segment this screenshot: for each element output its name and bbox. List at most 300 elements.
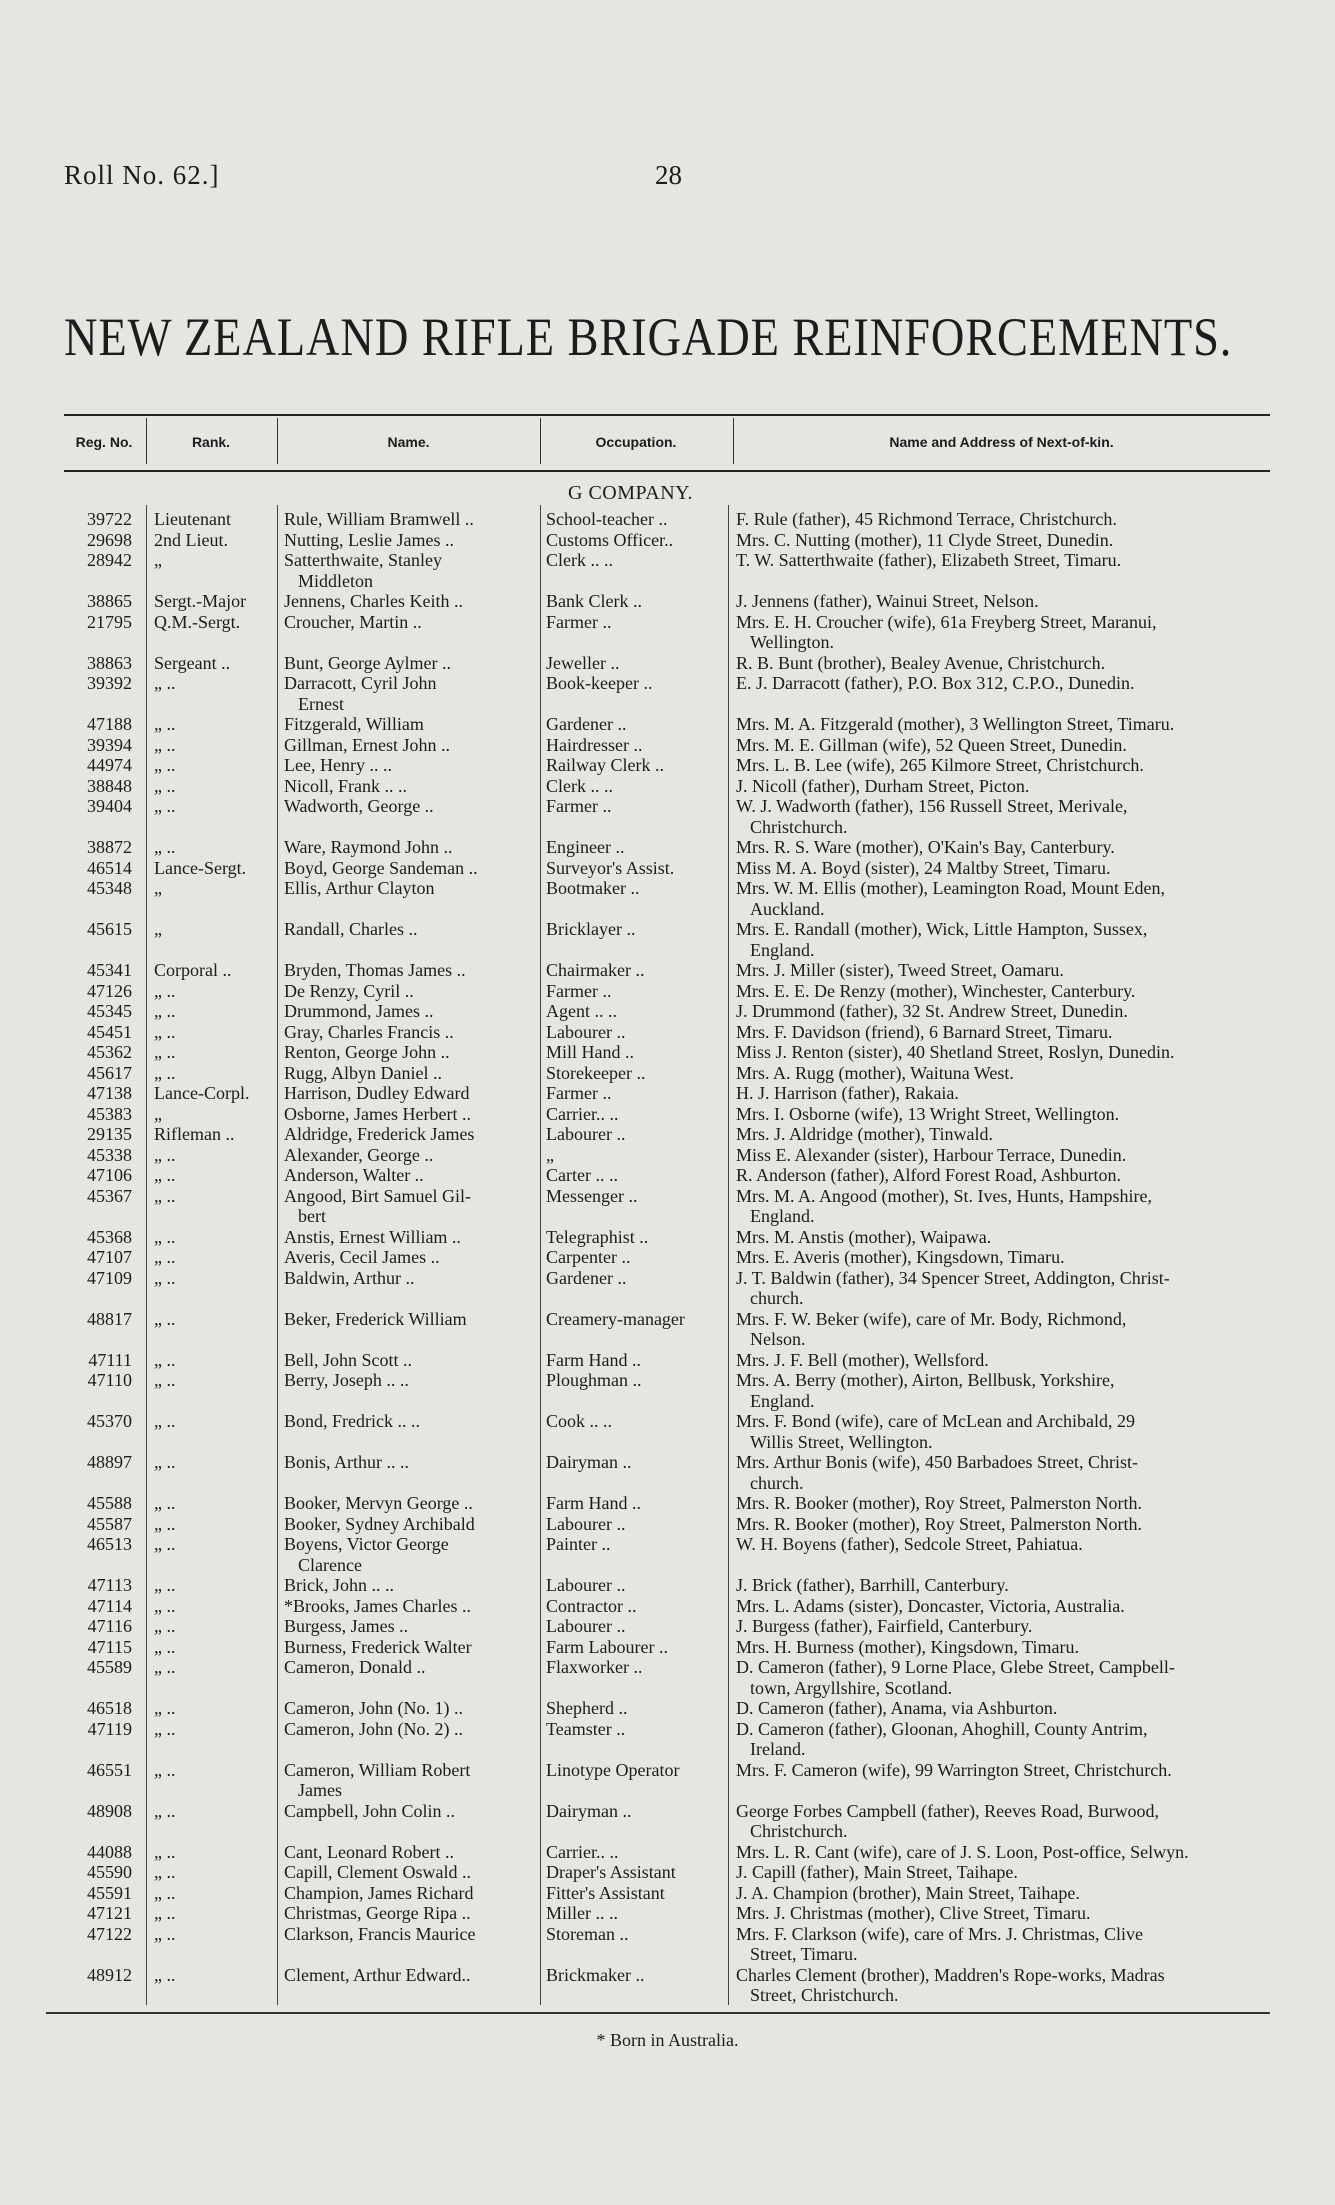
reg-number-text: 47122 — [87, 1923, 132, 1944]
next-of-kin-cell — [736, 796, 1335, 837]
rank-text: „ .. — [154, 837, 176, 857]
reg-number-text: 45368 — [87, 1226, 132, 1247]
kin-continuation: Christchurch. — [750, 1821, 848, 1841]
reg-number-cell — [64, 960, 132, 981]
reg-number-text: 44974 — [87, 755, 132, 775]
name-text: Ellis, Arthur Clayton — [284, 878, 435, 898]
name-text: *Brooks, James Charles .. — [284, 1595, 471, 1616]
table-row — [64, 550, 1274, 591]
table-row — [64, 878, 1274, 919]
name-text: Capill, Clement Oswald .. — [284, 1862, 471, 1882]
reg-number-cell — [64, 735, 132, 756]
reg-number-text: 47113 — [87, 1575, 132, 1595]
table-row — [64, 1145, 1274, 1166]
rank-text: „ .. — [154, 1903, 176, 1923]
table-row — [64, 1411, 1274, 1452]
name-text: Boyens, Victor George — [284, 1534, 449, 1554]
rank-text: „ .. — [154, 1247, 176, 1267]
next-of-kin-text: Charles Clement (brother), Maddren's Rope-works, Madras — [736, 1964, 1165, 1985]
rank-text: „ .. — [154, 1308, 176, 1329]
kin-continuation: church. — [750, 1472, 804, 1493]
reg-number-cell — [64, 1186, 132, 1207]
rank-text: „ .. — [154, 1657, 176, 1677]
next-of-kin-text: Mrs. F. Clarkson (wife), care of Mrs. J. Christmas, Clive — [736, 1923, 1144, 1944]
reg-number-text: 46518 — [87, 1698, 132, 1718]
table-row — [64, 591, 1274, 612]
rank-text: „ — [154, 878, 162, 898]
occupation-text: Mill Hand .. — [546, 1042, 634, 1062]
table-row — [64, 1001, 1274, 1022]
next-of-kin-cell — [736, 1350, 1335, 1371]
reg-number-text: 39394 — [87, 734, 132, 755]
table-row — [64, 755, 1274, 776]
reg-number-text: 46551 — [87, 1759, 132, 1780]
next-of-kin-text: Mrs. R. Booker (mother), Roy Street, Palmerston North. — [736, 1513, 1142, 1534]
kin-continuation: Nelson. — [750, 1329, 806, 1349]
occupation-text: Farm Hand .. — [546, 1493, 641, 1513]
table-row — [64, 1186, 1274, 1227]
occupation-text: Surveyor's Assist. — [546, 857, 675, 878]
name-text: Bryden, Thomas James .. — [284, 960, 466, 980]
name-text: Fitzgerald, William — [284, 714, 424, 734]
footnote: * Born in Australia. — [596, 2030, 739, 2050]
reg-number-text: 28942 — [87, 550, 132, 570]
next-of-kin-cell — [736, 1124, 1335, 1145]
next-of-kin-text: Mrs. A. Rugg (mother), Waituna West. — [736, 1062, 1014, 1083]
name-text: Anstis, Ernest William .. — [284, 1226, 461, 1247]
table-row — [64, 1657, 1274, 1698]
reg-number-text: 45589 — [87, 1657, 132, 1677]
occupation-text: Gardener .. — [546, 1267, 627, 1288]
next-of-kin-text: H. J. Harrison (father), Rakaia. — [736, 1083, 959, 1103]
rank-text: „ .. — [154, 1862, 176, 1882]
bottom-rule — [46, 2012, 1270, 2014]
table-row — [64, 1842, 1274, 1863]
reg-number-text: 47116 — [87, 1616, 132, 1636]
table-row — [64, 1596, 1274, 1617]
next-of-kin-cell — [736, 1370, 1335, 1411]
next-of-kin-text: Mrs. E. H. Croucher (wife), 61a Freyberg Street, Maranui, — [736, 611, 1157, 632]
table-row — [64, 1575, 1274, 1596]
table-row — [64, 714, 1274, 735]
occupation-text: Farmer .. — [546, 980, 612, 1001]
reg-number-text: 47106 — [87, 1165, 132, 1185]
name-text: Cameron, William Robert — [284, 1759, 471, 1780]
rank-text: 2nd Lieut. — [154, 529, 228, 550]
occupation-text: Farm Labourer .. — [546, 1636, 668, 1657]
occupation-text: Storekeeper .. — [546, 1062, 646, 1083]
name-text: Alexander, George .. — [284, 1144, 434, 1165]
reg-number-text: 45362 — [87, 1042, 132, 1062]
name-text: Renton, George John .. — [284, 1042, 450, 1062]
kin-continuation: Auckland. — [750, 898, 825, 919]
occupation-text: Contractor .. — [546, 1595, 637, 1616]
table-row — [64, 1616, 1274, 1637]
next-of-kin-cell — [736, 919, 1335, 960]
table-row — [64, 1862, 1274, 1883]
next-of-kin-cell — [736, 1657, 1335, 1698]
next-of-kin-text: Mrs. H. Burness (mother), Kingsdown, Timaru. — [736, 1636, 1080, 1657]
name-text: Osborne, James Herbert .. — [284, 1103, 471, 1124]
kin-continuation: Willis Street, Wellington. — [750, 1431, 933, 1452]
reg-number-text: 29135 — [87, 1124, 132, 1144]
next-of-kin-text: R. B. Bunt (brother), Bealey Avenue, Christchurch. — [736, 652, 1106, 673]
reg-number-cell — [64, 1514, 132, 1535]
name-text: Beker, Frederick William — [284, 1308, 467, 1329]
reg-number-cell — [64, 1145, 132, 1166]
next-of-kin-cell — [736, 755, 1335, 776]
occupation-text: Clerk .. .. — [546, 775, 613, 796]
next-of-kin-text: Mrs. F. W. Beker (wife), care of Mr. Body, Richmond, — [736, 1308, 1127, 1329]
rank-text: „ .. — [154, 1001, 176, 1021]
rank-text: „ .. — [154, 1370, 176, 1390]
name-text: Champion, James Richard — [284, 1882, 474, 1903]
kin-continuation: England. — [750, 939, 815, 960]
name-continuation: Middleton — [298, 570, 373, 591]
next-of-kin-cell — [736, 612, 1335, 653]
next-of-kin-cell — [736, 1842, 1335, 1863]
reg-number-text: 47111 — [88, 1349, 132, 1370]
reg-number-cell — [64, 1124, 132, 1145]
name-text: Croucher, Martin .. — [284, 611, 422, 632]
reg-number-text: 47110 — [87, 1370, 132, 1390]
name-text: Gillman, Ernest John .. — [284, 734, 450, 755]
next-of-kin-text: George Forbes Campbell (father), Reeves Road, Burwood, — [736, 1800, 1160, 1821]
name-text: Lee, Henry .. .. — [284, 755, 392, 775]
page-title: NEW ZEALAND RIFLE BRIGADE REINFORCEMENTS. — [64, 307, 1233, 367]
next-of-kin-text: Mrs. R. Booker (mother), Roy Street, Palmerston North. — [736, 1493, 1142, 1513]
reg-number-text: 45383 — [87, 1103, 132, 1124]
next-of-kin-cell — [736, 1575, 1335, 1596]
reg-number-cell — [64, 1698, 132, 1719]
reg-number-cell — [64, 1862, 132, 1883]
reg-number-cell — [64, 509, 132, 530]
page-number: 28 — [655, 160, 682, 190]
occupation-text: Creamery-manager — [546, 1308, 685, 1329]
occupation-text: Shepherd .. — [546, 1698, 628, 1718]
next-of-kin-text: Mrs. F. Cameron (wife), 99 Warrington Street, Christchurch. — [736, 1759, 1172, 1780]
name-text: Bell, John Scott .. — [284, 1349, 413, 1370]
next-of-kin-text: Mrs. M. A. Angood (mother), St. Ives, Hunts, Hampshire, — [736, 1185, 1152, 1206]
occupation-text: Teamster .. — [546, 1718, 626, 1739]
rank-text: „ .. — [154, 980, 176, 1001]
name-text: Wadworth, George .. — [284, 796, 434, 816]
reg-number-text: 45367 — [87, 1185, 132, 1206]
reg-number-cell — [64, 1534, 132, 1555]
next-of-kin-text: D. Cameron (father), 9 Lorne Place, Glebe Street, Campbell- — [736, 1657, 1175, 1677]
next-of-kin-text: R. Anderson (father), Alford Forest Road, Ashburton. — [736, 1165, 1121, 1185]
reg-number-cell — [64, 550, 132, 571]
table-row — [64, 673, 1274, 714]
reg-number-cell — [64, 776, 132, 797]
rank-text: „ .. — [154, 1165, 176, 1185]
reg-number-cell — [64, 796, 132, 817]
name-text: Clement, Arthur Edward.. — [284, 1964, 471, 1985]
reg-number-cell — [64, 837, 132, 858]
next-of-kin-cell — [736, 1001, 1335, 1022]
next-of-kin-text: W. H. Boyens (father), Sedcole Street, Pahiatua. — [736, 1534, 1083, 1554]
kin-continuation: Street, Christchurch. — [750, 1985, 899, 2005]
rank-text: „ .. — [154, 1452, 176, 1472]
rank-text: „ .. — [154, 1698, 176, 1718]
reg-number-cell — [64, 530, 132, 551]
reg-number-text: 48908 — [87, 1800, 132, 1821]
name-text: Burness, Frederick Walter — [284, 1636, 472, 1657]
occupation-text: Farmer .. — [546, 796, 612, 816]
rank-text: „ .. — [154, 1042, 176, 1062]
occupation-text: Telegraphist .. — [546, 1226, 649, 1247]
next-of-kin-text: D. Cameron (father), Anama, via Ashburton. — [736, 1698, 1058, 1718]
table-row — [64, 1022, 1274, 1043]
table-row — [64, 837, 1274, 858]
next-of-kin-cell — [736, 1247, 1335, 1268]
reg-number-cell — [64, 1801, 132, 1822]
reg-number-text: 45588 — [87, 1493, 132, 1513]
rank-text: „ .. — [154, 673, 176, 693]
reg-number-text: 47107 — [87, 1247, 132, 1267]
kin-continuation: Ireland. — [750, 1739, 806, 1759]
next-of-kin-text: Mrs. Arthur Bonis (wife), 450 Barbadoes Street, Christ- — [736, 1452, 1138, 1472]
occupation-text: Brickmaker .. — [546, 1964, 645, 1985]
occupation-text: Farmer .. — [546, 611, 612, 632]
reg-number-cell — [64, 1883, 132, 1904]
reg-number-text: 45590 — [87, 1862, 132, 1882]
next-of-kin-cell — [736, 1698, 1335, 1719]
table-row — [64, 735, 1274, 756]
next-of-kin-text: Mrs. J. Christmas (mother), Clive Street, Timaru. — [736, 1903, 1091, 1923]
kin-continuation: England. — [750, 1206, 815, 1226]
reg-number-cell — [64, 1042, 132, 1063]
next-of-kin-cell — [736, 1165, 1335, 1186]
next-of-kin-text: Mrs. R. S. Ware (mother), O'Kain's Bay, Canterbury. — [736, 837, 1115, 857]
table-row — [64, 1698, 1274, 1719]
reg-number-cell — [64, 714, 132, 735]
reg-number-text: 47138 — [87, 1083, 132, 1103]
name-text: Drummond, James .. — [284, 1001, 434, 1021]
next-of-kin-cell — [736, 1063, 1335, 1084]
next-of-kin-cell — [736, 1596, 1335, 1617]
table-row — [64, 1452, 1274, 1493]
next-of-kin-text: Miss J. Renton (sister), 40 Shetland Street, Roslyn, Dunedin. — [736, 1042, 1175, 1062]
next-of-kin-cell — [736, 1862, 1335, 1883]
table-row — [64, 919, 1274, 960]
reg-number-text: 38865 — [87, 591, 132, 611]
next-of-kin-text: Mrs. I. Osborne (wife), 13 Wright Street, Wellington. — [736, 1103, 1120, 1124]
col-header-rank: Rank. — [191, 434, 231, 450]
rank-text: „ .. — [154, 1636, 176, 1657]
table-row — [64, 1760, 1274, 1801]
next-of-kin-text: T. W. Satterthwaite (father), Elizabeth Street, Timaru. — [736, 550, 1122, 570]
next-of-kin-text: Mrs. F. Davidson (friend), 6 Barnard Street, Timaru. — [736, 1021, 1113, 1042]
name-text: Satterthwaite, Stanley — [284, 550, 442, 570]
next-of-kin-cell — [736, 1965, 1335, 2006]
next-of-kin-cell — [736, 591, 1335, 612]
next-of-kin-text: Miss E. Alexander (sister), Harbour Terrace, Dunedin. — [736, 1144, 1127, 1165]
rank-text: „ .. — [154, 775, 176, 796]
next-of-kin-text: Mrs. A. Berry (mother), Airton, Bellbusk, Yorkshire, — [736, 1370, 1115, 1390]
reg-number-cell — [64, 1083, 132, 1104]
next-of-kin-cell — [736, 1411, 1335, 1452]
kin-continuation: Christchurch. — [750, 816, 848, 837]
next-of-kin-cell — [736, 1493, 1335, 1514]
next-of-kin-cell — [736, 1534, 1335, 1555]
next-of-kin-text: J. Jennens (father), Wainui Street, Nelson. — [736, 591, 1039, 611]
reg-number-cell — [64, 591, 132, 612]
name-text: Ware, Raymond John .. — [284, 837, 453, 857]
name-continuation: Ernest — [298, 693, 344, 714]
table-row — [64, 612, 1274, 653]
reg-number-text: 45338 — [87, 1144, 132, 1165]
reg-number-cell — [64, 1370, 132, 1391]
next-of-kin-cell — [736, 1309, 1335, 1350]
table-row — [64, 1801, 1274, 1842]
next-of-kin-cell — [736, 673, 1335, 694]
name-text: Clarkson, Francis Maurice — [284, 1923, 476, 1944]
next-of-kin-cell — [736, 1760, 1335, 1781]
next-of-kin-cell — [736, 1042, 1335, 1063]
name-text: Booker, Mervyn George .. — [284, 1493, 473, 1513]
rank-text: „ .. — [154, 1267, 176, 1288]
occupation-text: Labourer .. — [546, 1513, 626, 1534]
rank-text: Rifleman .. — [154, 1124, 235, 1144]
reg-number-cell — [64, 1965, 132, 1986]
reg-number-text: 45615 — [87, 919, 132, 939]
name-text: Bonis, Arthur .. .. — [284, 1452, 410, 1472]
rank-text: „ .. — [154, 1575, 176, 1595]
name-text: De Renzy, Cyril .. — [284, 980, 414, 1001]
next-of-kin-cell — [736, 1227, 1335, 1248]
next-of-kin-cell — [736, 735, 1335, 756]
reg-number-text: 39404 — [87, 796, 132, 816]
occupation-text: Farmer .. — [546, 1083, 612, 1103]
next-of-kin-text: Mrs. F. Bond (wife), care of McLean and Archibald, 29 — [736, 1411, 1135, 1431]
kin-continuation: England. — [750, 1390, 815, 1411]
name-text: Anderson, Walter .. — [284, 1165, 424, 1185]
rank-text: „ .. — [154, 1062, 176, 1083]
name-text: Berry, Joseph .. .. — [284, 1370, 409, 1390]
occupation-text: School-teacher .. — [546, 509, 668, 529]
reg-number-cell — [64, 981, 132, 1002]
reg-number-cell — [64, 1022, 132, 1043]
name-text: Boyd, George Sandeman .. — [284, 857, 478, 878]
reg-number-cell — [64, 1350, 132, 1371]
reg-number-text: 39722 — [87, 509, 132, 529]
rank-text: Lance-Sergt. — [154, 857, 247, 878]
reg-number-cell — [64, 1637, 132, 1658]
table-header — [64, 414, 1270, 472]
reg-number-text: 45617 — [87, 1062, 132, 1083]
reg-number-cell — [64, 858, 132, 879]
rank-text: „ .. — [154, 1349, 176, 1370]
next-of-kin-text: J. A. Champion (brother), Main Street, Taihape. — [736, 1882, 1080, 1903]
rank-text: „ .. — [154, 714, 176, 734]
next-of-kin-cell — [736, 1145, 1335, 1166]
reg-number-cell — [64, 1452, 132, 1473]
occupation-text: Labourer .. — [546, 1124, 626, 1144]
table-row — [64, 960, 1274, 981]
name-continuation: bert — [298, 1206, 326, 1226]
table-row — [64, 796, 1274, 837]
rank-text: „ .. — [154, 1800, 176, 1821]
next-of-kin-text: Mrs. M. A. Fitzgerald (mother), 3 Wellington Street, Timaru. — [736, 714, 1175, 734]
reg-number-text: 47109 — [87, 1267, 132, 1288]
next-of-kin-text: Mrs. E. Randall (mother), Wick, Little Hampton, Sussex, — [736, 919, 1148, 939]
occupation-text: Draper's Assistant — [546, 1862, 676, 1882]
rank-text: „ .. — [154, 734, 176, 755]
reg-number-text: 46513 — [87, 1534, 132, 1554]
reg-number-cell — [64, 1842, 132, 1863]
table-row — [64, 981, 1274, 1002]
next-of-kin-cell — [736, 837, 1335, 858]
reg-number-text: 45348 — [87, 878, 132, 898]
name-text: Campbell, John Colin .. — [284, 1800, 455, 1821]
next-of-kin-text: Mrs. C. Nutting (mother), 11 Clyde Street, Dunedin. — [736, 529, 1114, 550]
next-of-kin-text: J. Brick (father), Barrhill, Canterbury. — [736, 1575, 1009, 1595]
reg-number-text: 45370 — [87, 1411, 132, 1431]
kin-continuation: church. — [750, 1288, 804, 1308]
reg-number-text: 47126 — [87, 980, 132, 1001]
next-of-kin-text: W. J. Wadworth (father), 156 Russell Street, Merivale, — [736, 796, 1128, 816]
reg-number-cell — [64, 1760, 132, 1781]
next-of-kin-cell — [736, 1186, 1335, 1227]
table-row — [64, 1637, 1274, 1658]
running-head: Roll No. 62.] — [64, 160, 220, 190]
occupation-text: Dairyman .. — [546, 1800, 632, 1821]
col-header-kin: Name and Address of Next-of-kin. — [889, 434, 1114, 450]
rank-text: „ — [154, 919, 162, 939]
next-of-kin-text: Mrs. M. Anstis (mother), Waipawa. — [736, 1226, 992, 1247]
occupation-text: Flaxworker .. — [546, 1657, 643, 1677]
next-of-kin-text: Mrs. J. Miller (sister), Tweed Street, Oamaru. — [736, 960, 1064, 980]
reg-number-cell — [64, 755, 132, 776]
next-of-kin-cell — [736, 1903, 1335, 1924]
occupation-text: Messenger .. — [546, 1185, 638, 1206]
occupation-text: Cook .. .. — [546, 1411, 613, 1431]
reg-number-text: 38872 — [87, 837, 132, 857]
name-text: Aldridge, Frederick James — [284, 1124, 475, 1144]
occupation-text: Bank Clerk .. — [546, 591, 642, 611]
name-text: Nicoll, Frank .. .. — [284, 775, 407, 796]
name-text: Cant, Leonard Robert .. — [284, 1841, 454, 1862]
table-row — [64, 1247, 1274, 1268]
reg-number-text: 47119 — [87, 1718, 132, 1739]
next-of-kin-cell — [736, 858, 1335, 879]
reg-number-cell — [64, 653, 132, 674]
name-text: Baldwin, Arthur .. — [284, 1267, 415, 1288]
rank-text: „ .. — [154, 1534, 176, 1554]
occupation-text: Farm Hand .. — [546, 1349, 641, 1370]
occupation-text: Bricklayer .. — [546, 919, 636, 939]
next-of-kin-cell — [736, 1022, 1335, 1043]
rank-text: „ .. — [154, 1226, 176, 1247]
reg-number-text: 47115 — [87, 1636, 132, 1657]
reg-number-text: 38848 — [87, 775, 132, 796]
occupation-text: Carter .. .. — [546, 1165, 618, 1185]
next-of-kin-cell — [736, 550, 1335, 571]
next-of-kin-cell — [736, 878, 1335, 919]
table-row — [64, 1924, 1274, 1965]
reg-number-text: 46514 — [87, 857, 132, 878]
table-row — [64, 1965, 1274, 2006]
reg-number-cell — [64, 1268, 132, 1289]
reg-number-cell — [64, 1001, 132, 1022]
reg-number-cell — [64, 1596, 132, 1617]
rank-text: „ .. — [154, 1595, 176, 1616]
occupation-text: Agent .. .. — [546, 1001, 617, 1021]
next-of-kin-text: Mrs. J. F. Bell (mother), Wellsford. — [736, 1349, 989, 1370]
table-row — [64, 1042, 1274, 1063]
reg-number-cell — [64, 612, 132, 633]
